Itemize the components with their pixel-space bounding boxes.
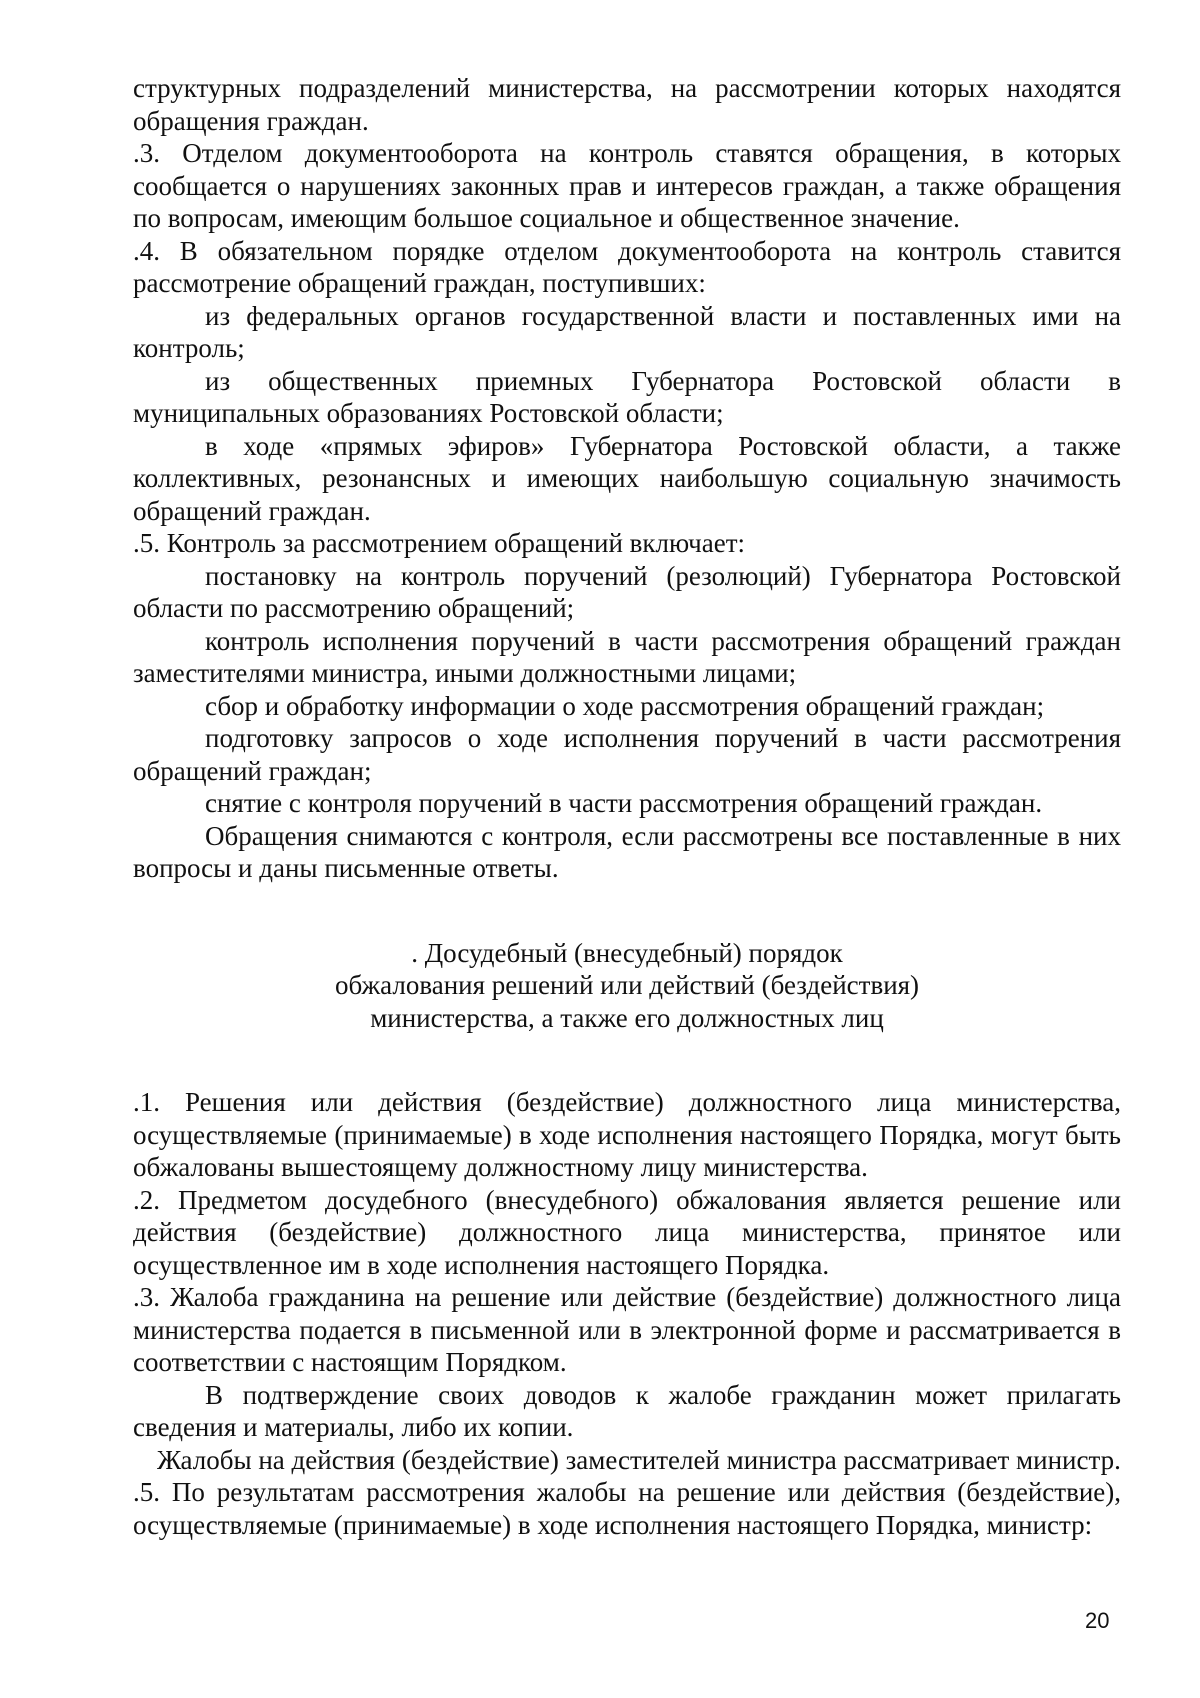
list-item-control-removal: снятие с контроля поручений в части рассмотрения обращений граждан.	[205, 788, 1043, 818]
appeal-paragraph-2: .2. Предметом досудебного (внесудебного) обжалования является решение или действия (бездействие) должностного лица министерства, принятое или осуществленное им в ходе исполнения настоящего Порядка.	[133, 1184, 1121, 1280]
appeal-paragraph-1: .1. Решения или действия (бездействие) должностного лица министерства, осуществляемые (принимаемые) в ходе исполнения настоящего Порядка, могут быть обжалованы вышестоящему должностному лицу министерства.	[133, 1087, 1121, 1182]
section-heading	[133, 937, 1121, 1035]
list-item-public-receptions: из общественных приемных Губернатора Ростовской области в муниципальных образованиях Ростовской области;	[133, 365, 1121, 428]
appeal-paragraph-5: .5. По результатам рассмотрения жалобы на решение или действия (бездействие), осуществляемые (принимаемые) в ходе исполнения настоящего Порядка, министр:	[133, 1477, 1121, 1540]
list-item-info-collection: сбор и обработку информации о ходе рассмотрения обращений граждан;	[205, 690, 1045, 721]
section-heading-line: обжалования решений или действий (бездействия)	[334, 970, 920, 1000]
list-item-request-preparation: подготовку запросов о ходе исполнения поручений в части рассмотрения обращений граждан;	[133, 723, 1121, 786]
list-item-live-broadcasts: в ходе «прямых эфиров» Губернатора Ростовской области, а также коллективных, резонансных и имеющих наибольшую социальную значимость обращений граждан.	[133, 430, 1121, 526]
paragraph-item-3: .3. Отделом документооборота на контроль ставятся обращения, в которых сообщается о нарушениях законных прав и интересов граждан, а также обращения по вопросам, имеющим большое социальное и общественное значение.	[133, 138, 1121, 233]
list-item-execution-control: контроль исполнения поручений в части рассмотрения обращений граждан заместителями министра, иными должностными лицами;	[133, 625, 1121, 688]
list-item-control-setting: постановку на контроль поручений (резолюций) Губернатора Ростовской области по рассмотрению обращений;	[133, 560, 1121, 623]
appeal-paragraph-3: .3. Жалоба гражданина на решение или действие (бездействие) должностного лица министерства подается в письменной или в электронной форме и рассматривается в соответствии с настоящим Порядком.	[133, 1282, 1121, 1377]
section-heading-line: . Досудебный (внесудебный) порядок	[411, 937, 843, 968]
list-item-federal-organs: из федеральных органов государственной власти и поставленных ими на контроль;	[133, 300, 1121, 363]
paragraph-removal-condition: Обращения снимаются с контроля, если рассмотрены все поставленные в них вопросы и даны письменные ответы.	[133, 820, 1121, 883]
document-body	[133, 72, 1121, 1541]
page-number: 20	[1085, 1608, 1110, 1633]
paragraph-item-4: .4. В обязательном порядке отделом документооборота на контроль ставится рассмотрение обращений граждан, поступивших:	[133, 235, 1121, 298]
paragraph-item-5: .5. Контроль за рассмотрением обращений включает:	[133, 528, 746, 558]
appeal-paragraph-evidence: В подтверждение своих доводов к жалобе гражданин может прилагать сведения и материалы, либо их копии.	[133, 1379, 1121, 1442]
appeal-paragraph-deputies: Жалобы на действия (бездействие) заместителей министра рассматривает министр.	[157, 1444, 1121, 1475]
section-heading-line: министерства, а также его должностных лиц	[370, 1002, 884, 1033]
paragraph-continuation: структурных подразделений министерства, на рассмотрении которых находятся обращения граждан.	[133, 73, 1121, 136]
